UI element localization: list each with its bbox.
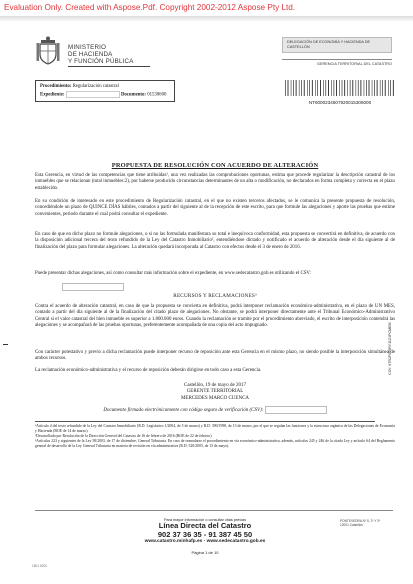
barcode-stripe xyxy=(352,80,353,96)
barcode-stripe xyxy=(323,80,324,96)
barcode-stripe xyxy=(366,80,367,96)
barcode-stripe xyxy=(377,80,378,96)
contact-title: Línea Directa del Catastro xyxy=(158,521,252,530)
barcode-stripe xyxy=(388,80,389,96)
contact-block xyxy=(130,518,280,555)
ministry-line-2: DE HACIENDA xyxy=(68,51,113,59)
footer-divider xyxy=(35,510,393,511)
ministry-line-1: MINISTERIO xyxy=(68,44,107,51)
signature-block xyxy=(35,383,395,402)
contact-intro: Para mayor información o consultar citas previas xyxy=(163,518,247,522)
barcode-stripe xyxy=(334,80,335,96)
barcode-stripe xyxy=(320,80,321,96)
recursos-heading: RECURSOS Y RECLAMACIONES³ xyxy=(173,293,257,299)
expediente-row xyxy=(40,91,170,99)
paragraph-plazo: En su condición de interesado en este procedimiento de Regularización catastral, en el que no existen terceros afectados, se le comunica la presente propuesta de resolución, concediéndole un plazo de QUINCE DÍAS hábiles, contados a partir del siguiente al de la recepción de este escrito, para que formule las alegaciones y aporte las pruebas que estime convenientes, periodo durante el cual podrá consultar el expediente. xyxy=(35,199,395,217)
gerencia-label: GERENCIA TERRITORIAL DEL CATASTRO xyxy=(282,59,392,66)
csv-signature-redacted xyxy=(265,406,327,414)
evaluation-watermark: Evaluation Only. Created with Aspose.Pdf. Copyright 2002-2012 Aspose Pty Ltd. xyxy=(4,3,296,12)
barcode-stripe xyxy=(293,80,294,96)
footnote-2: ²Desarrollada por Resolución de la Dirección General del Catastro de 16 de febrero de 2016 (BOE de 22 de febrero). xyxy=(35,434,213,438)
scan-edge xyxy=(0,16,413,22)
csv-field xyxy=(62,283,124,291)
barcode-stripe xyxy=(309,80,310,96)
procedure-label: Procedimiento: xyxy=(40,84,72,89)
barcode-stripe xyxy=(312,80,313,96)
document-title: PROPUESTA DE RESOLUCIÓN CON ACUERDO DE ALTERACIÓN xyxy=(111,162,319,169)
side-csv-text: CSV: 6TR2F000RY11Z4PCMEM xyxy=(388,322,392,375)
documento-label: Documento: xyxy=(120,92,146,98)
footnote-1: ¹Artículo 4 del texto refundido de la Ley del Catastro Inmobiliario (R.D. Legislativo 1/2004, de 5 de marzo) y R.D. 390/1998, de 13 de marzo, por el que se regulan las funciones y la estructura orgánica de las Delegaciones de Economía y Hacienda (BOE de 14 de marzo). xyxy=(35,424,395,433)
barcode-stripe xyxy=(304,80,305,96)
barcode-stripe xyxy=(328,80,329,96)
barcode-stripe xyxy=(331,80,332,96)
barcode-icon xyxy=(285,80,395,96)
barcode-stripe xyxy=(285,80,286,96)
barcode-stripe xyxy=(361,80,362,96)
print-mark: 1801 8200 xyxy=(32,564,48,568)
barcode-stripe xyxy=(336,80,337,96)
barcode-stripe xyxy=(301,80,302,96)
ministry-line-3: Y FUNCIÓN PÚBLICA xyxy=(68,58,134,66)
barcode-stripe xyxy=(288,80,289,96)
header-divider xyxy=(68,66,150,67)
footnote-divider xyxy=(35,421,375,422)
barcode-stripe xyxy=(326,80,327,96)
paragraph-consulta: Puede presentar dichas alegaciones, así como consultar más información sobre el expediente, en www.sedecatastro.gob.es utilizando el CSV: xyxy=(35,271,311,276)
csv-signature-label: Documento firmado electrónicamente con código seguro de verificación (CSV): xyxy=(103,408,264,414)
barcode-stripe xyxy=(385,80,386,96)
barcode-stripe xyxy=(344,80,345,96)
contact-web[interactable]: www.catastro.minhafp.es - www.sedecatastro.gob.es xyxy=(144,539,266,544)
paragraph-alegaciones: En caso de que en dicho plazo no formule alegaciones, o si no las formulada manifestara su total e inequívoca conformidad, esta propuesta se convertirá en definitiva, de acuerdo con la disposición adicional tercera del texto refundido de la Ley del Catastro Inmobiliario², entendiéndose dictado y notificado el acuerdo de alteración desde el día siguiente al de finalización del plazo para formular alegaciones. La alteración quedará incorporada al Catastro con efectos desde el 3 de enero de 2016. xyxy=(35,232,395,250)
ministry-name xyxy=(68,44,134,66)
barcode-stripe xyxy=(342,80,343,96)
barcode-stripe xyxy=(382,80,383,96)
signature-role: GERENTE TERRITORIAL xyxy=(186,389,244,395)
paragraph-competencias: Esta Gerencia, en virtud de las competencias que tiene atribuidas¹, una vez realizadas las comprobaciones oportunas, estima que procede regularizar la descripción catastral de los inmuebles que se relacionan (total inmuebles:2), por haberse producido circunstancias determinantes de un alta o modificación, no declarados en forma completa y correcta en el plazo establecido. xyxy=(35,173,395,191)
coat-of-arms-icon xyxy=(36,36,60,66)
barcode-number: NT6000234607920015306000 xyxy=(308,100,372,105)
csv-redacted xyxy=(62,283,124,291)
barcode-stripe xyxy=(372,80,373,96)
barcode-stripe xyxy=(358,80,359,96)
procedure-box xyxy=(35,80,175,102)
barcode-stripe xyxy=(350,80,351,96)
paragraph-reposicion: Con carácter potestativo y previo a dicha reclamación puede interponer recurso de reposición ante esta Gerencia en el mismo plazo, no siendo posible la interposición simultánea de ambos recursos. xyxy=(35,350,395,362)
signature-place-date: Castellón, 19 de mayo de 2017 xyxy=(184,383,246,388)
procedure-value: Regularización catastral xyxy=(72,84,119,89)
barcode-stripe xyxy=(339,80,340,96)
delegation-box: DELEGACIÓN DE ECONOMÍA Y HACIENDA DE CASTELLÓN xyxy=(282,37,392,53)
barcode-stripe xyxy=(307,80,308,96)
barcode-stripe xyxy=(317,80,318,96)
barcode-stripe xyxy=(356,80,357,96)
barcode-stripe xyxy=(296,80,297,96)
paragraph-recursos: Contra el acuerdo de alteración catastral, en caso de que la propuesta se convierta en definitiva, podrá interponer reclamación económico-administrativa, en el plazo de UN MES, contado a partir del día siguiente al de la finalización del citado plazo de alegaciones. No obstante, se podrá interponer directamente ante el Tribunal Económico-Administrativo Central si el valor catastral del bien inmueble es superior a 1.800.000 euros. Cuando la reclamación se tramite por el procedimiento abreviado, el escrito de interposición contendrá las alegaciones y se acompañará de las pruebas oportunas, preferentemente acompañada de una copia del acto impugnado. xyxy=(35,304,395,329)
barcode-stripe xyxy=(299,80,300,96)
documento-value: 01530600 xyxy=(147,92,167,98)
footnote-3: ³Artículos 223 y siguientes de la Ley 58/2003, de 17 de diciembre, General Tributaria. En caso de reanudarse el procedimiento en vía económico-administrativa, además, artículos 245 y 246 de la citada Ley y artículo 64 del Reglamento general de desarrollo de la Ley General Tributaria en materia de revisión en vía administrativa (R.D. 520/2005, de 13 de mayo). xyxy=(35,439,395,448)
barcode-stripe xyxy=(348,80,349,96)
barcode-stripe xyxy=(291,80,292,96)
expediente-redacted xyxy=(66,91,120,98)
barcode-stripe xyxy=(369,80,370,96)
barcode-stripe xyxy=(390,80,391,96)
barcode-stripe xyxy=(315,80,316,96)
paragraph-reclamacion: La reclamación económico-administrativa y el recurso de reposición deberán dirigirse en todo caso a esta Gerencia. xyxy=(35,368,262,373)
office-address xyxy=(340,519,395,527)
barcode-stripe xyxy=(393,80,394,96)
barcode-stripe xyxy=(364,80,365,96)
csv-signature-line xyxy=(35,406,395,414)
contact-phones: 902 37 36 35 - 91 387 45 50 xyxy=(157,529,253,539)
expediente-label: Expediente: xyxy=(40,92,65,98)
address-line-2: 12001 Castellón xyxy=(340,523,364,527)
signature-name: MERCEDES MARCO CUENCA xyxy=(180,395,250,401)
page-number: Página 1 de 10 xyxy=(191,550,219,555)
barcode-stripe xyxy=(374,80,375,96)
fold-mark xyxy=(3,344,8,345)
address-line-1: PONTEVEDRA Nº 5, 2º Y 3º xyxy=(340,519,381,523)
barcode-stripe xyxy=(380,80,381,96)
